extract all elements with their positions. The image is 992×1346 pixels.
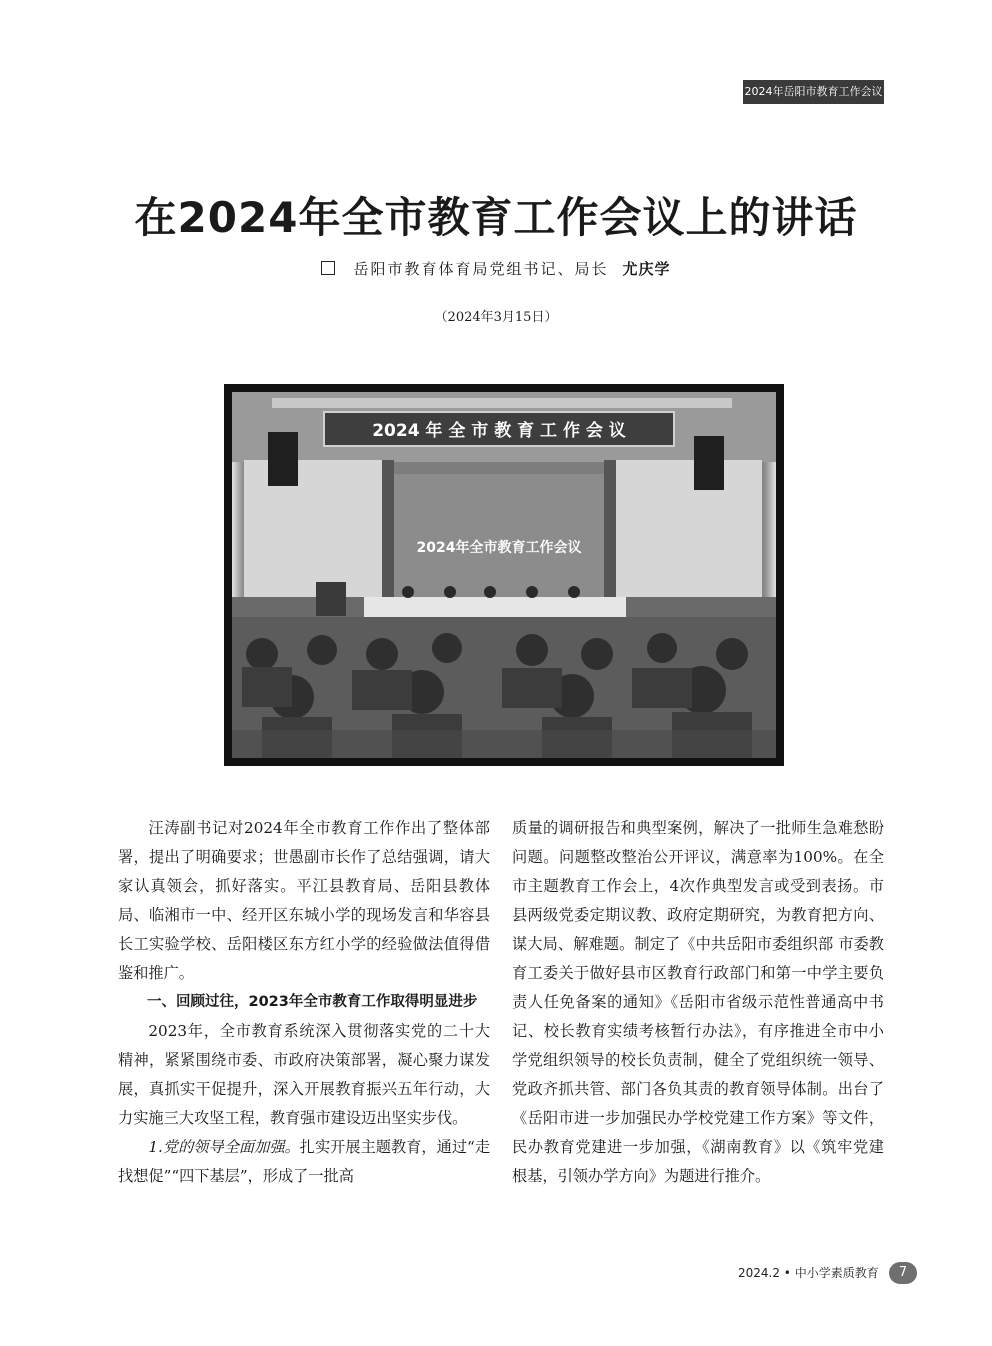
byline	[0, 258, 992, 279]
paragraph: 汪涛副书记对2024年全市教育工作作出了整体部署，提出了明确要求；世愚副市长作了总结强调，请大家认真领会，抓好落实。平江县教育局、岳阳县教体局、临湘市一中、经开区东城小学的现场发言和华容县长工实验学校、岳阳楼区东方红小学的经验做法值得借鉴和推广。	[118, 819, 490, 982]
conference-photo-frame	[224, 384, 784, 766]
conference-scene	[232, 392, 776, 758]
author-affiliation: 岳阳市教育体育局党组书记、局长	[353, 260, 609, 278]
banner-text: 2024 年 全 市 教 育 工 作 会 议	[372, 421, 626, 441]
section-tag: 2024年岳阳市教育工作会议	[743, 80, 884, 104]
author-name: 尤庆学	[622, 260, 671, 278]
conference-photo	[232, 392, 776, 758]
paragraph: 质量的调研报告和典型案例，解决了一批师生急难愁盼问题。问题整改整治公开评议，满意率为100%。在全市主题教育工作会上，4次作典型发言或受到表扬。市县两级党委定期议教、政府定期研究，为教育把方向、谋大局、解难题。制定了《中共岳阳市委组织部 市委教育工委关于做好县市区教育行政部门和第一中学主要负责人任免备案的通知》《岳阳市省级示范性普通高中书记、校长教育实绩考核暂行办法》，有序推进全市中小学党组织领导的校长负责制，健全了党组织统一领导、党政齐抓共管、部门各负其责的教育领导体制。出台了《岳阳市进一步加强民办学校党建工作方案》等文件，民办教育党建进一步加强，《湖南教育》以《筑牢党建根基，引领办学方向》为题进行推介。	[512, 819, 884, 1185]
paragraph: 2023年，全市教育系统深入贯彻落实党的二十大精神，紧紧围绕市委、市政府决策部署，凝心聚力谋发展，真抓实干促提升，深入开展教育振兴五年行动，大力实施三大攻坚工程，教育强市建设迈出坚实步伐。	[118, 1022, 490, 1127]
body-column-left	[118, 814, 490, 1191]
subsection-lead: 1.党的领导全面加强。	[148, 1138, 300, 1156]
issue-info: 2024.2 • 中小学素质教育	[738, 1266, 879, 1280]
body-column-right	[512, 814, 884, 1191]
screen-text: 2024年全市教育工作会议	[416, 540, 582, 556]
paragraph-text: 扎实开展主题教育，通过“走找想促”“四下基层”，形成了一批高	[118, 1138, 491, 1185]
square-bullet-icon	[321, 261, 335, 275]
article-title: 在2024年全市教育工作会议上的讲话	[134, 193, 858, 242]
section-heading: 一、回顾过往，2023年全市教育工作取得明显进步	[147, 994, 478, 1010]
page-number: 7	[889, 1262, 917, 1284]
paragraph	[118, 1133, 490, 1191]
speech-date: （2024年3月15日）	[434, 310, 558, 325]
